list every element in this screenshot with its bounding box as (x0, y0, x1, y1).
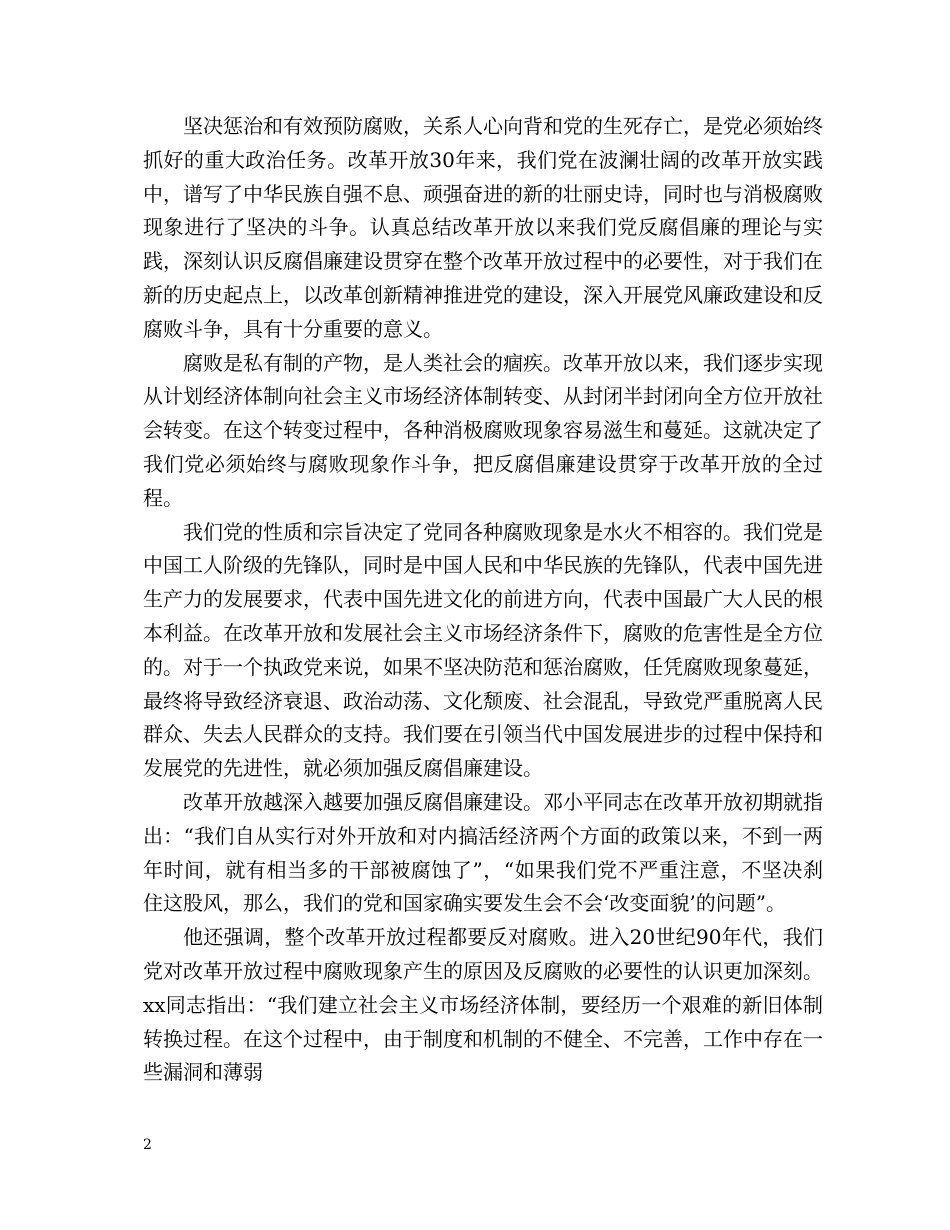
page-number: 2 (143, 1137, 152, 1153)
paragraph-1: 坚决惩治和有效预防腐败，关系人心向背和党的生死存亡，是党必须始终抓好的重大政治任务。改革开放30年来，我们党在波澜壮阔的改革开放实践中，谱写了中华民族自强不息、顽强奋进的新的壮丽史诗，同时也与消极腐败现象进行了坚决的斗争。认真总结改革开放以来我们党反腐倡廉的理论与实践，深刻认识反腐倡廉建设贯穿在整个改革开放过程中的必要性，对于我们在新的历史起点上，以改革创新精神推进党的建设，深入开展党风廉政建设和反腐败斗争，具有十分重要的意义。 (143, 114, 823, 341)
document-body (143, 110, 823, 1090)
paragraph-2: 腐败是私有制的产物，是人类社会的痼疾。改革开放以来，我们逐步实现从计划经济体制向社会主义市场经济体制转变、从封闭半封闭向全方位开放社会转变。在这个转变过程中，各种消极腐败现象容易滋生和蔓延。这就决定了我们党必须始终与腐败现象作斗争，把反腐倡廉建设贯穿于改革开放的全过程。 (143, 350, 823, 510)
paragraph-5: 他还强调，整个改革开放过程都要反对腐败。进入20世纪90年代，我们党对改革开放过程中腐败现象产生的原因及反腐败的必要性的认识更加深刻。xx同志指出：“我们建立社会主义市场经济体制，要经历一个艰难的新旧体制转换过程。在这个过程中，由于制度和机制的不健全、不完善，工作中存在一些漏洞和薄弱 (143, 925, 823, 1085)
paragraph-4: 改革开放越深入越要加强反腐倡廉建设。邓小平同志在改革开放初期就指出：“我们自从实行对外开放和对内搞活经济两个方面的政策以来，不到一两年时间，就有相当多的干部被腐蚀了”，“如果我们党不严重注意，不坚决刹住这股风，那么，我们的党和国家确实要发生会不会‘改变面貌’的问题”。 (143, 789, 823, 916)
paragraph-3: 我们党的性质和宗旨决定了党同各种腐败现象是水火不相容的。我们党是中国工人阶级的先锋队，同时是中国人民和中华民族的先锋队，代表中国先进生产力的发展要求，代表中国先进文化的前进方向，代表中国最广大人民的根本利益。在改革开放和发展社会主义市场经济条件下，腐败的危害性是全方位的。对于一个执政党来说，如果不坚决防范和惩治腐败，任凭腐败现象蔓延，最终将导致经济衰退、政治动荡、文化颓废、社会混乱，导致党严重脱离人民群众、失去人民群众的支持。我们要在引领当代中国发展进步的过程中保持和发展党的先进性，就必须加强反腐倡廉建设。 (143, 519, 823, 781)
